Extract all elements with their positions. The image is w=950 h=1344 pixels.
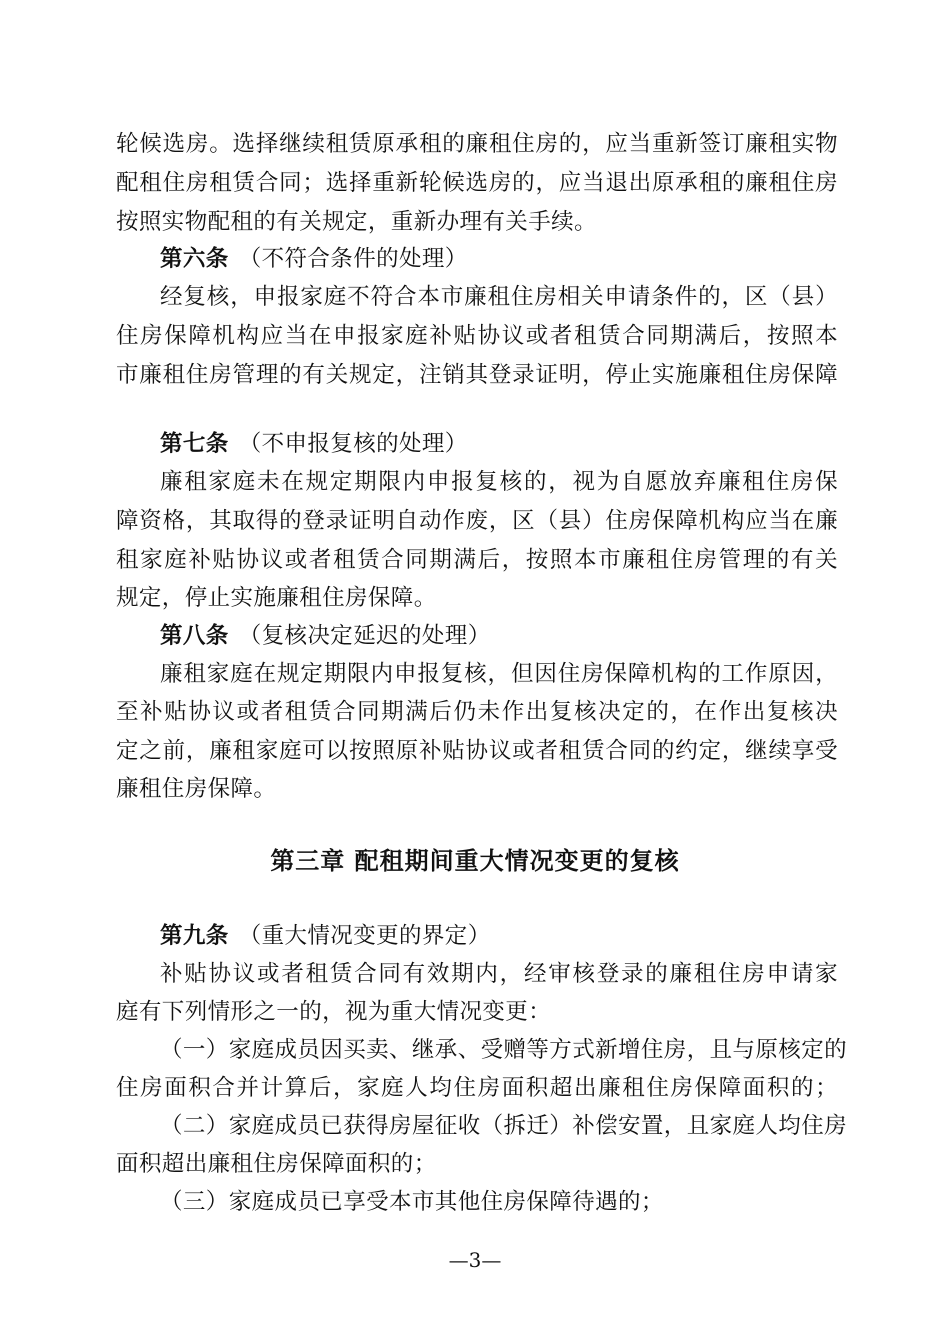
paragraph-line: 廉租家庭在规定期限内申报复核，但因住房保障机构的工作原因，	[160, 661, 838, 687]
paragraph-line: 廉租家庭未在规定期限内申报复核的，视为自愿放弃廉租住房保	[160, 469, 838, 495]
chapter-heading: 第三章 配租期间重大情况变更的复核	[270, 847, 680, 875]
list-item-line: （二）家庭成员已获得房屋征收（拆迁）补偿安置，且家庭人均住房	[160, 1113, 848, 1139]
paragraph-line: 住房保障机构应当在申报家庭补贴协议或者租赁合同期满后，按照本	[116, 323, 838, 349]
paragraph-line: 廉租住房保障。	[116, 776, 277, 802]
page-number: —3—	[448, 1248, 502, 1272]
article-title: 第八条	[160, 623, 229, 649]
paragraph-line: 规定，停止实施廉租住房保障。	[116, 585, 437, 611]
article-7-heading	[160, 425, 838, 463]
article-title: 第九条	[160, 923, 229, 949]
article-6-heading	[160, 240, 838, 278]
list-item-line: 住房面积合并计算后，家庭人均住房面积超出廉租住房保障面积的；	[116, 1075, 838, 1101]
paragraph-line: 障资格，其取得的登录证明自动作废，区（县）住房保障机构应当在廉	[116, 508, 838, 534]
paragraph-line: 经复核，申报家庭不符合本市廉租住房相关申请条件的，区（县）	[160, 284, 838, 310]
article-subtitle: （不申报复核的处理）	[238, 431, 468, 457]
paragraph-line: 补贴协议或者租赁合同有效期内，经审核登录的廉租住房申请家	[160, 961, 838, 987]
paragraph-line: 按照实物配租的有关规定，重新办理有关手续。	[116, 209, 597, 235]
article-8-heading	[160, 617, 838, 655]
article-subtitle: （不符合条件的处理）	[238, 246, 468, 272]
article-subtitle: （重大情况变更的界定）	[238, 923, 491, 949]
article-title: 第七条	[160, 431, 229, 457]
paragraph-line: 市廉租住房管理的有关规定，注销其登录证明，停止实施廉租住房保障	[116, 362, 838, 388]
list-item-line: （三）家庭成员已享受本市其他住房保障待遇的；	[160, 1189, 664, 1215]
paragraph-line: 租家庭补贴协议或者租赁合同期满后，按照本市廉租住房管理的有关	[116, 547, 838, 573]
paragraph-line: 配租住房租赁合同；选择重新轮候选房的，应当退出原承租的廉租住房	[116, 170, 838, 196]
article-9-heading	[160, 917, 838, 955]
list-item-line: 面积超出廉租住房保障面积的；	[116, 1151, 437, 1177]
paragraph-line: 至补贴协议或者租赁合同期满后仍未作出复核决定的，在作出复核决	[116, 699, 838, 725]
paragraph-line: 庭有下列情形之一的，视为重大情况变更：	[116, 999, 552, 1025]
article-subtitle: （复核决定延迟的处理）	[238, 623, 491, 649]
list-item-line: （一）家庭成员因买卖、继承、受赠等方式新增住房，且与原核定的	[160, 1037, 848, 1063]
paragraph-line: 定之前，廉租家庭可以按照原补贴协议或者租赁合同的约定，继续享受	[116, 738, 838, 764]
article-title: 第六条	[160, 246, 229, 272]
paragraph-line: 轮候选房。选择继续租赁原承租的廉租住房的，应当重新签订廉租实物	[116, 131, 838, 157]
